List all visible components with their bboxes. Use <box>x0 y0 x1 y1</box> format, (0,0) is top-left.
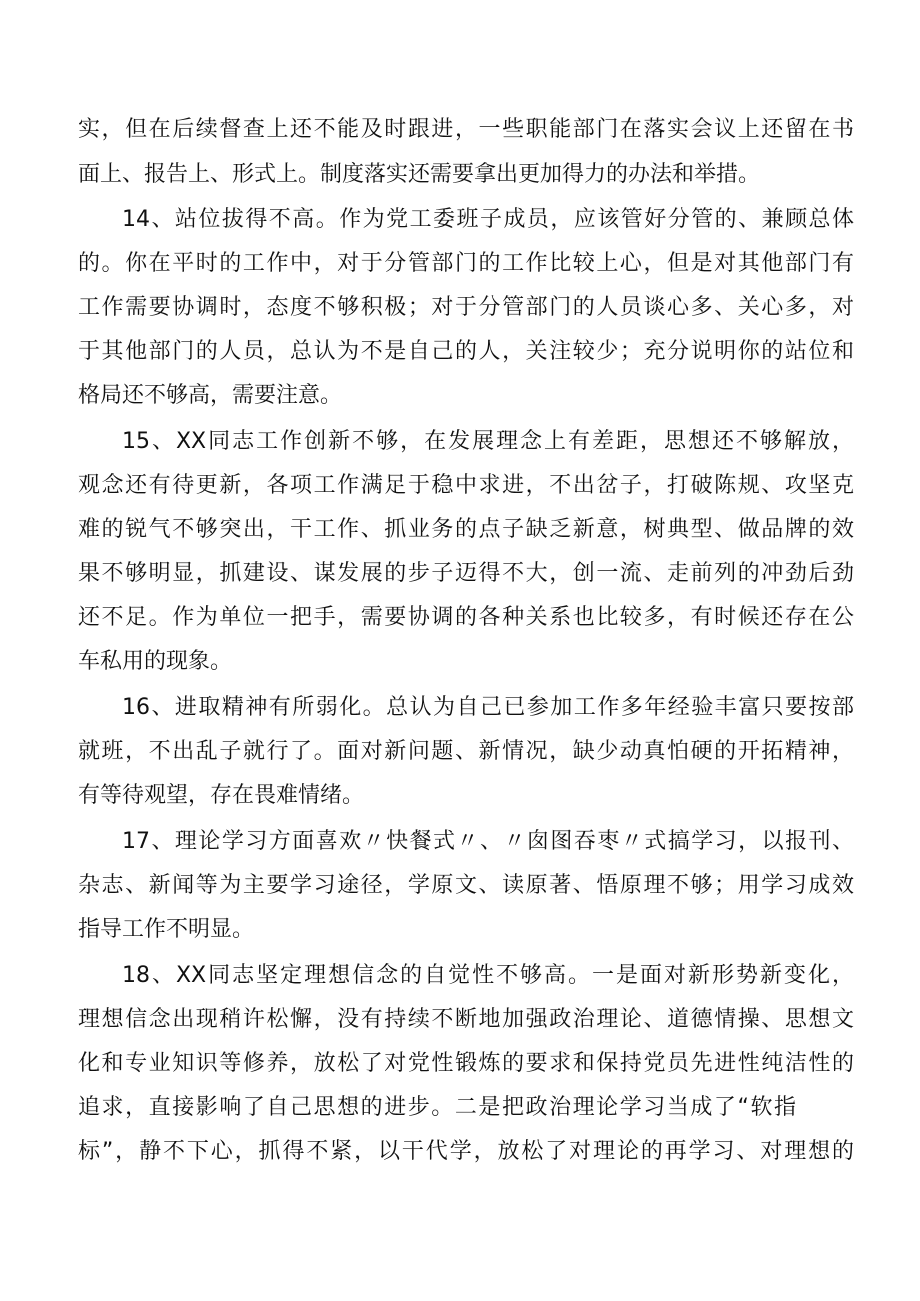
text-line: 标”，静不下心，抓得不紧，以干代学，放松了对理论的再学习、对理想的 <box>78 1139 854 1164</box>
text-line: 追求，直接影响了自己思想的进步。二是把政治理论学习当成了“软指 <box>78 1095 796 1120</box>
text-line: 指导工作不明显。 <box>78 917 255 942</box>
paragraph-18-line: 18、XX同志坚定理想信念的自觉性不够高。一是面对新形势新变化， <box>122 963 854 988</box>
text-line: 实，但在后续督查上还不能及时跟进，一些职能部门在落实会议上还留在书 <box>78 117 854 142</box>
text-line: 还不足。作为单位一把手，需要协调的各种关系也比较多，有时候还存在公 <box>78 605 854 630</box>
text-line: 果不够明显，抓建设、谋发展的步子迈得不大，创一流、走前列的冲劲后劲 <box>78 561 854 586</box>
text-line: 的。你在平时的工作中，对于分管部门的工作比较上心，但是对其他部门有 <box>78 251 854 276</box>
text-line: 面上、报告上、形式上。制度落实还需要拿出更加得力的办法和举措。 <box>78 162 761 187</box>
text-line: 就班，不出乱子就行了。面对新问题、新情况，缺少动真怕硬的开拓精神， <box>78 739 854 764</box>
text-line: 工作需要协调时，态度不够积极；对于分管部门的人员谈心多、关心多，对 <box>78 295 854 320</box>
text-line: 杂志、新闻等为主要学习途径，学原文、读原著、悟原理不够；用学习成效 <box>78 873 854 898</box>
text-line: 观念还有待更新，各项工作满足于稳中求进，不出岔子，打破陈规、攻坚克 <box>78 473 854 498</box>
paragraph-17-line: 17、理论学习方面喜欢〃快餐式〃、〃囱图吞枣〃式搞学习，以报刊、 <box>122 829 854 854</box>
paragraph-15-line: 15、XX同志工作创新不够，在发展理念上有差距，思想还不够解放， <box>122 429 854 454</box>
text-line: 理想信念出现稍许松懈，没有持续不断地加强政治理论、道德情操、思想文 <box>78 1007 854 1032</box>
text-line: 难的锐气不够突出，干工作、抓业务的点子缺乏新意，树典型、做品牌的效 <box>78 517 854 542</box>
paragraph-16-line: 16、进取精神有所弱化。总认为自己已参加工作多年经验丰富只要按部 <box>122 695 854 720</box>
text-line: 格局还不够高，需要注意。 <box>78 383 343 408</box>
text-line: 车私用的现象。 <box>78 649 233 674</box>
text-line: 于其他部门的人员，总认为不是自己的人，关注较少；充分说明你的站位和 <box>78 339 854 364</box>
text-line: 化和专业知识等修养，放松了对党性锻炼的要求和保持党员先进性纯洁性的 <box>78 1051 854 1076</box>
paragraph-14-line: 14、站位拔得不高。作为党工委班子成员，应该管好分管的、兼顾总体 <box>122 207 854 232</box>
text-line: 有等待观望，存在畏难情绪。 <box>78 783 365 808</box>
